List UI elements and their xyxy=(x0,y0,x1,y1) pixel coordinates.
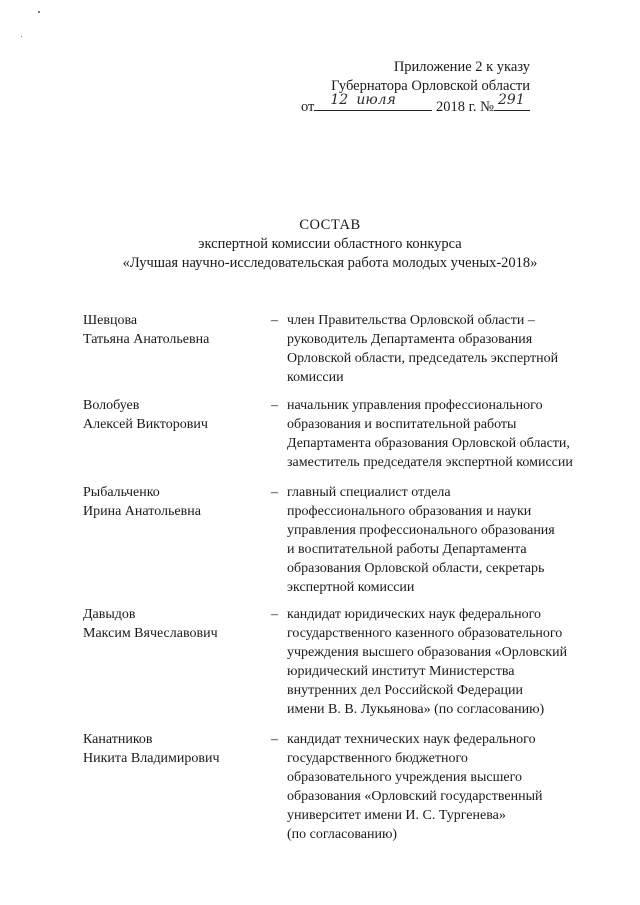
role-line: учреждения высшего образования «Орловский xyxy=(287,645,568,660)
role-line: государственного казенного образовательного xyxy=(287,626,563,641)
dash-separator: – xyxy=(271,313,278,328)
member-given-names: Никита Владимирович xyxy=(83,751,220,766)
role-line: государственного бюджетного xyxy=(287,751,468,766)
role-line: внутренних дел Российской Федерации xyxy=(287,683,524,698)
handwritten-month: июля xyxy=(356,92,396,108)
role-line: образовательного учреждения высшего xyxy=(287,770,522,785)
member-surname: Шевцова xyxy=(83,313,138,328)
role-line: образования «Орловский государственный xyxy=(287,789,543,804)
role-line: образования и воспитательной работы xyxy=(287,417,517,432)
document-subtitle: экспертной комиссии областного конкурса xyxy=(198,236,462,252)
member-role xyxy=(287,483,607,597)
member-role xyxy=(287,396,607,472)
date-day-month-field xyxy=(314,92,432,111)
role-line: начальник управления профессионального xyxy=(287,398,543,413)
role-line: (по согласованию) xyxy=(287,827,398,842)
role-line: комиссии xyxy=(287,370,344,385)
role-line: кандидат юридических наук федерального xyxy=(287,607,542,622)
member-surname: Канатников xyxy=(83,732,153,747)
role-line: главный специалист отдела xyxy=(287,485,451,500)
handwritten-day: 12 xyxy=(330,92,349,108)
member-surname: Давыдов xyxy=(83,607,136,622)
dash-separator: – xyxy=(271,607,278,622)
appendix-line-2: Губернатора Орловской области xyxy=(331,78,530,94)
role-line: профессионального образования и науки xyxy=(287,504,532,519)
dash-separator: – xyxy=(271,485,278,500)
role-line: руководитель Департамента образования xyxy=(287,332,533,347)
role-line: имени В. В. Лукьянова» (по согласованию) xyxy=(287,702,545,717)
member-name xyxy=(83,396,253,434)
member-role xyxy=(287,730,607,844)
role-line: университет имени И. С. Тургенева» xyxy=(287,808,506,823)
contest-name: «Лучшая научно-исследовательская работа молодых ученых-2018» xyxy=(122,255,538,271)
member-surname: Рыбальченко xyxy=(83,485,160,500)
role-line: член Правительства Орловской области – xyxy=(287,313,535,328)
role-line: управления профессионального образования xyxy=(287,523,555,538)
member-given-names: Алексей Викторович xyxy=(83,417,208,432)
member-surname: Волобуев xyxy=(83,398,140,413)
member-given-names: Ирина Анатольевна xyxy=(83,504,201,519)
member-given-names: Татьяна Анатольевна xyxy=(83,332,210,347)
document-title: СОСТАВ xyxy=(299,217,361,233)
dash-separator: – xyxy=(271,398,278,413)
member-name xyxy=(83,483,253,521)
appendix-date-line xyxy=(300,92,530,117)
appendix-line-1: Приложение 2 к указу xyxy=(393,59,530,75)
role-line: кандидат технических наук федерального xyxy=(287,732,536,747)
role-line: заместитель председателя экспертной комиссии xyxy=(287,455,573,470)
decree-number-field xyxy=(494,92,530,111)
scan-speck xyxy=(21,36,22,37)
member-role xyxy=(287,311,607,387)
scan-speck xyxy=(38,11,40,13)
member-name xyxy=(83,605,253,643)
document-heading xyxy=(0,216,640,273)
member-role xyxy=(287,605,607,719)
role-line: экспертной комиссии xyxy=(287,580,415,595)
date-year-label: 2018 г. № xyxy=(435,99,494,115)
dash-separator: – xyxy=(271,732,278,747)
role-line: и воспитательной работы Департамента xyxy=(287,542,527,557)
member-name xyxy=(83,730,253,768)
role-line: Орловской области, председатель экспертной xyxy=(287,351,559,366)
member-given-names: Максим Вячеславович xyxy=(83,626,218,641)
appendix-header xyxy=(300,58,530,117)
role-line: образования Орловской области, секретарь xyxy=(287,561,545,576)
date-prefix: от xyxy=(300,99,315,115)
handwritten-number: 291 xyxy=(498,92,525,108)
role-line: Департамента образования Орловской области, xyxy=(287,436,570,451)
member-name xyxy=(83,311,253,349)
role-line: юридический институт Министерства xyxy=(287,664,515,679)
